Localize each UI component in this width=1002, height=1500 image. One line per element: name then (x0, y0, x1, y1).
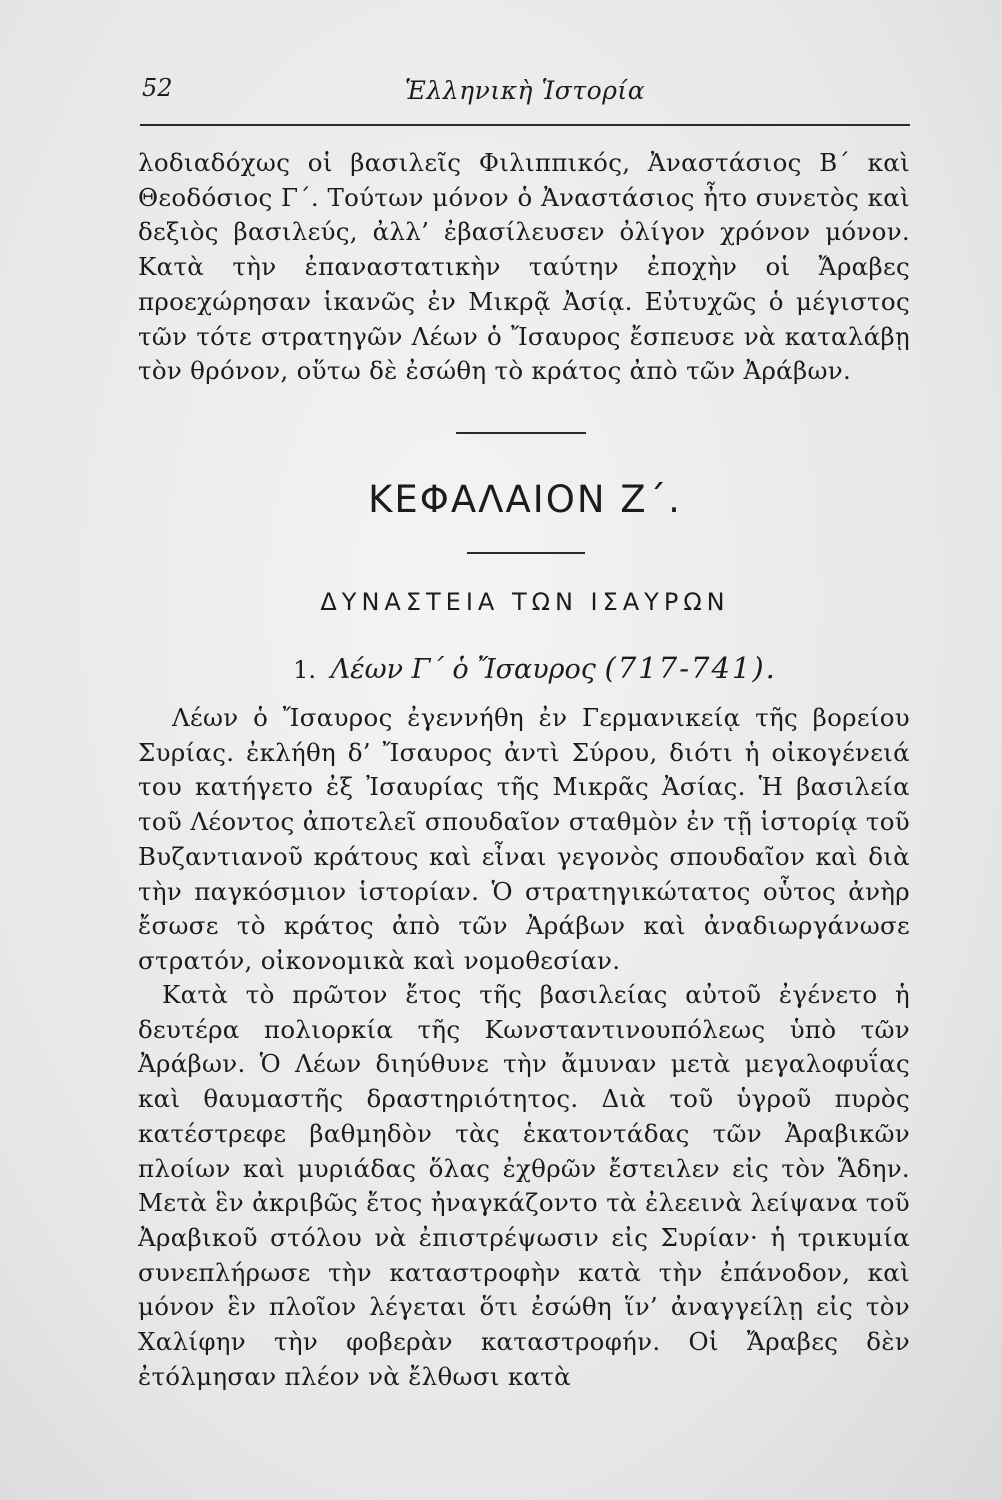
section-title: ΔΥΝΑΣΤΕΙΑ ΤΩΝ ΙΣΑΥΡΩΝ (320, 588, 730, 616)
divider-rule (456, 432, 586, 434)
subsection-number: 1. (293, 656, 317, 684)
running-title: Ἑλληνικὴ Ἱστορία (404, 76, 646, 105)
divider-rule (467, 552, 585, 554)
paragraph-continued: λοδιαδόχως οἱ βασιλεῖς Φιλιππικός, Ἀναστάσιος Β΄ καὶ Θεοδόσιος Γ΄. Τούτων μόνον ὁ Ἀναστάσιος ἦτο συνετὸς καὶ δεξιὸς βασιλεύς, ἀλλ’ ἐβασίλευσεν ὀλίγον χρόνον μόνον. Κατὰ τὴν ἐπαναστατικὴν ταύτην ἐποχὴν οἱ Ἄραβες προεχώρησαν ἱκανῶς ἐν Μικρᾷ Ἀσίᾳ. Εὐτυχῶς ὁ μέγιστος τῶν τότε στρατηγῶν Λέων ὁ Ἴσαυρος ἔσπευσε νὰ καταλάβῃ τὸν θρόνον, οὕτω δὲ ἐσώθη τὸ κράτος ἀπὸ τῶν Ἀράβων. (138, 148, 910, 386)
paragraph: Λέων ὁ Ἴσαυρος ἐγεννήθη ἐν Γερμανικείᾳ τῆς βορείου Συρίας. ἐκλήθη δ’ Ἴσαυρος ἀντὶ Σύρου, διότι ἡ οἰκογένειά του κατήγετο ἐξ Ἰσαυρίας τῆς Μικρᾶς Ἀσίας. Ἡ βασιλεία τοῦ Λέοντος ἀποτελεῖ σπουδαῖον σταθμὸν ἐν τῇ ἱστορίᾳ τοῦ Βυζαντιανοῦ κράτους καὶ εἶναι γεγονὸς σπουδαῖον καὶ διὰ τὴν παγκόσμιον ἱστορίαν. Ὁ στρατηγικώτατος οὗτος ἀνὴρ ἔσωσε τὸ κράτος ἀπὸ τῶν Ἀράβων καὶ ἀναδιωργάνωσε στρατόν, οἰκονομικὰ καὶ νομοθεσίαν. (138, 703, 910, 975)
chapter-title: ΚΕΦΑΛΑΙΟΝ Ζ΄. (368, 478, 682, 521)
page-number: 52 (142, 74, 173, 102)
paragraph: Κατὰ τὸ πρῶτον ἔτος τῆς βασιλείας αὐτοῦ ἐγένετο ἡ δευτέρα πολιορκία τῆς Κωνσταντινουπόλεως ὑπὸ τῶν Ἀράβων. Ὁ Λέων διηύθυνε τὴν ἄμυναν μετὰ μεγαλοφυΐας καὶ θαυμαστῆς δραστηριότητος. Διὰ τοῦ ὑγροῦ πυρὸς κατέστρεφε βαθμηδὸν τὰς ἑκατοντάδας τῶν Ἀραβικῶν πλοίων καὶ μυριάδας ὅλας ἐχθρῶν ἔστειλεν εἰς τὸν Ἅδην. Μετὰ ἓν ἀκριβῶς ἔτος ἠναγκάζοντο τὰ ἐλεεινὰ λείψανα τοῦ Ἀραβικοῦ στόλου νὰ ἐπιστρέψωσιν εἰς Συρίαν· ἡ τρικυμία συνεπλήρωσε τὴν καταστροφὴν κατὰ τὴν ἐπάνοδον, καὶ μόνον ἓν πλοῖον λέγεται ὅτι ἐσώθη ἵν’ ἀναγγείλῃ εἰς τὸν Χαλίφην τὴν φοβερὰν καταστροφήν. Οἱ Ἄραβες δὲν ἐτόλμησαν πλέον νὰ ἔλθωσι κατὰ (138, 980, 910, 1391)
subsection-dates: (717-741). (604, 651, 777, 685)
page-header (140, 74, 910, 126)
subsection-heading (150, 651, 920, 685)
subsection-title: Λέων Γ΄ ὁ Ἴσαυρος (330, 654, 596, 685)
